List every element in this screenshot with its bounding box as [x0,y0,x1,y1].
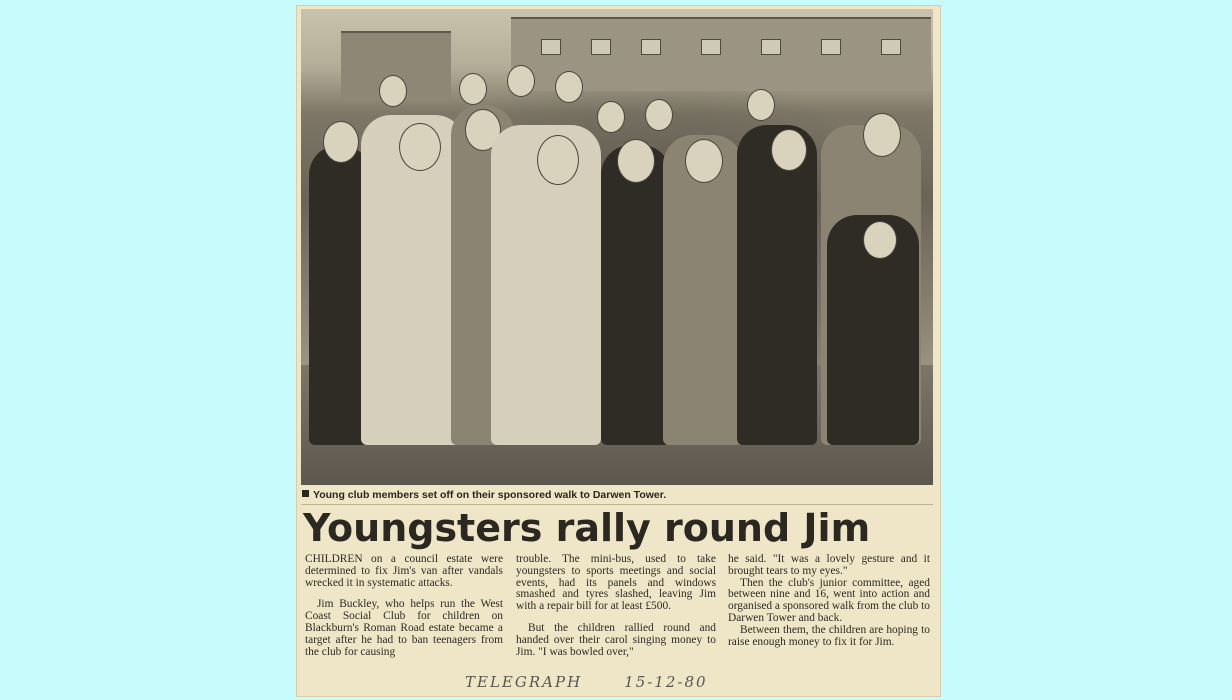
caption-square-icon [302,490,309,497]
paragraph: he said. "It was a lovely gesture and it brought tears to my eyes." [728,553,930,577]
handwritten-source: TELEGRAPH [465,673,583,691]
paragraph: Jim Buckley, who helps run the West Coast Social Club for children on Blackburn's Roman Road estate became a target after he had to ban teenagers from the club for causing [305,598,503,658]
headline: Youngsters rally round Jim [303,506,871,550]
newspaper-clipping [297,6,940,696]
person [737,125,817,445]
handwritten-annotation [465,673,785,691]
paragraph: trouble. The mini-bus, used to take youngsters to sports meetings and social events, had its panels and windows smashed and tyres slashed, leaving Jim with a repair bill for at least £500. [516,553,716,613]
paragraph: Then the club's junior committee, aged between nine and 16, went into action and organised a sponsored walk from the club to Darwen Tower and back. [728,576,930,624]
article-column-2 [516,554,716,668]
paragraph: But the children rallied round and handed over their carol singing money to Jim. "I was bowled over," [516,621,716,658]
photo-caption: Young club members set off on their sponsored walk to Darwen Tower. [301,486,933,505]
person [601,145,671,445]
paragraph: CHILDREN on a council estate were determined to fix Jim's van after vandals wrecked it in systematic attacks. [305,553,503,589]
article-column-1 [305,554,503,668]
article-column-3 [728,554,930,658]
group-photo [301,9,933,485]
handwritten-date: 15-12-80 [624,673,708,691]
paragraph: Between them, the children are hoping to raise enough money to fix it for Jim. [728,623,930,648]
